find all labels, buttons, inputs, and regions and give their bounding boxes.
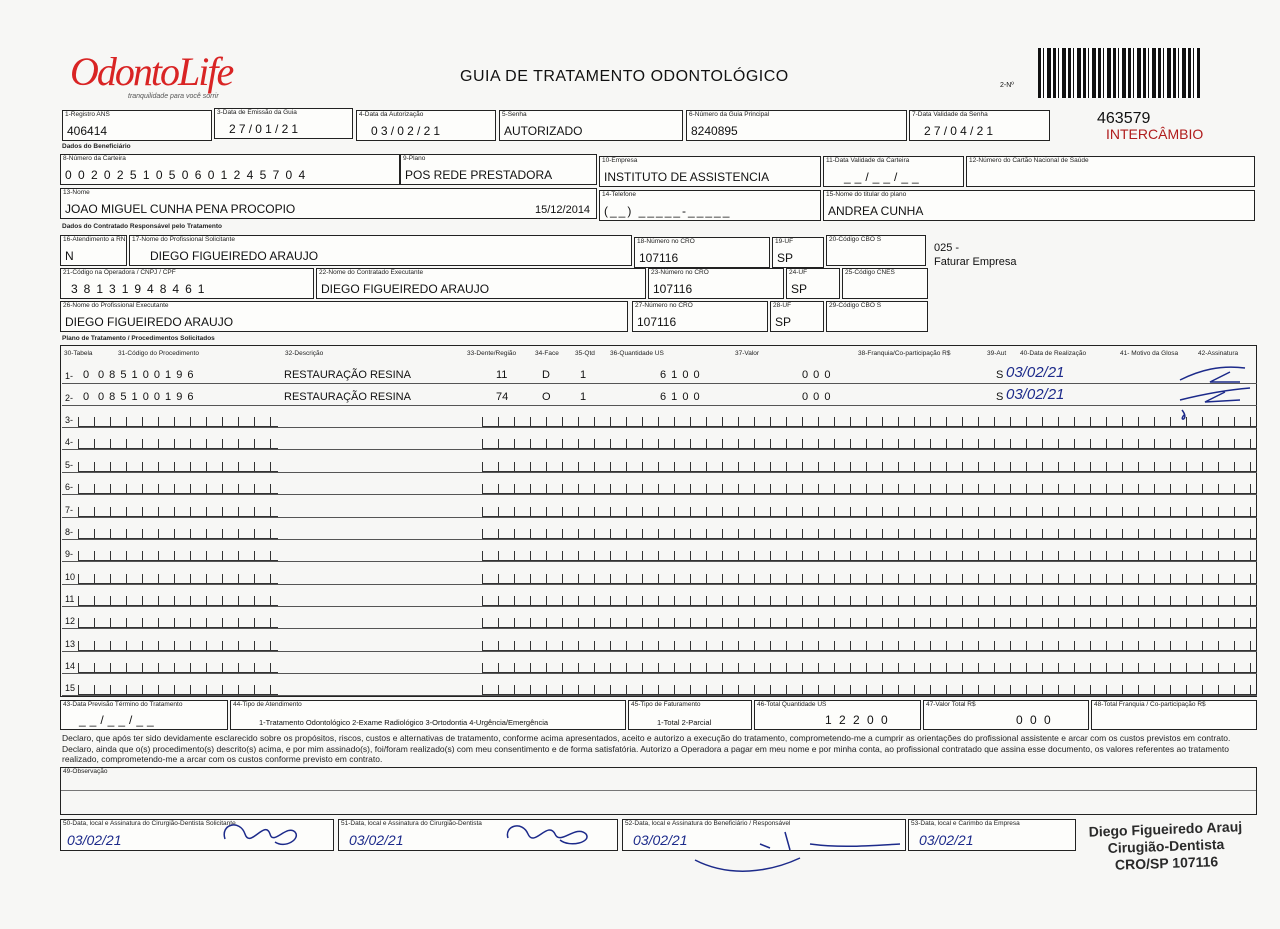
telefone-field[interactable]: 14-Telefone (__) _____-_____ (599, 190, 821, 221)
assinatura-beneficiario[interactable]: 52-Data, local e Assinatura do Beneficiário / Responsável 03/02/21 (622, 819, 906, 851)
signature-beneficiario-icon (690, 822, 910, 882)
franquia-field[interactable]: 48-Total Franquia / Co-participação R$ (1091, 700, 1257, 730)
carimbo-empresa[interactable]: 53-Data, local e Carimbo da Empresa 03/02/21 (908, 819, 1076, 851)
col-us: 36-Quantidade US (610, 350, 664, 357)
table-row[interactable]: 3- (62, 406, 1257, 428)
contratado-executante-field[interactable]: 22-Nome do Contratado Executante DIEGO FIGUEIREDO ARAUJO (316, 268, 646, 299)
col-descricao: 32-Descrição (285, 350, 324, 357)
tipo-atendimento-field[interactable]: 44-Tipo de Atendimento 1-Tratamento Odontológico 2-Exame Radiológico 3-Ortodontia 4-Urgência/Emergência (230, 700, 626, 730)
valor-total-field[interactable]: 47-Valor Total R$ 0 0 0 (923, 700, 1089, 730)
previsao-field[interactable]: 43-Data Previsão Término do Tratamento __/__/__ (60, 700, 228, 730)
table-row[interactable]: 14 (62, 652, 1257, 674)
cnes-field[interactable]: 25-Código CNES (842, 268, 928, 299)
professional-stamp: Diego Figueiredo Arauj Cirugião-Dentista CRO/SP 107116 (1088, 818, 1243, 873)
titular-field[interactable]: 15-Nome do titular do plano ANDREA CUNHA (823, 190, 1255, 221)
total-us-field[interactable]: 46-Total Quantidade US 1 2 2 0 0 (754, 700, 921, 730)
plano-field[interactable]: 9-Plano POS REDE PRESTADORA (400, 154, 597, 185)
table-row[interactable]: 15 (62, 674, 1257, 696)
table-row[interactable]: 11 (62, 585, 1257, 607)
section-contratado: Dados do Contratado Responsável pelo Tratamento (62, 223, 222, 230)
col-dente: 33-Dente/Região (467, 350, 517, 357)
registro-ans-field[interactable]: 1-Registro ANS 406414 (62, 110, 212, 141)
senha-field[interactable]: 5-Senha AUTORIZADO (499, 110, 683, 141)
table-row[interactable]: 8- (62, 518, 1257, 540)
tipo-faturamento-field[interactable]: 45-Tipo de Faturamento 1-Total 2-Parcial (628, 700, 752, 730)
cns-field[interactable]: 12-Número do Cartão Nacional de Saúde (966, 156, 1255, 187)
nascimento-value: 15/12/2014 (535, 204, 591, 216)
table-row[interactable]: 1- 0 0 8 5 1 0 0 1 9 6 RESTAURAÇÃO RESINA 11 D 1 6 1 0 0 0 0 0 S 03/02/21 (62, 362, 1257, 384)
cro3-field[interactable]: 27-Número no CRO 107116 (632, 301, 768, 332)
table-row[interactable]: 6- (62, 473, 1257, 495)
odontolife-logo: OdontoLife (70, 49, 233, 94)
assinatura-solicitante[interactable]: 50-Data, local e Assinatura do Cirurgião-Dentista Solicitante 03/02/21 (60, 819, 334, 851)
barcode-icon (1038, 48, 1200, 98)
col-glosa: 41- Motivo da Glosa (1120, 350, 1179, 357)
col-data: 40-Data de Realização (1020, 350, 1087, 357)
carteira-field[interactable]: 8-Número da Carteira 0020251050601245704 (60, 154, 400, 185)
section-beneficiario: Dados do Beneficiário (62, 143, 131, 150)
cro2-field[interactable]: 23-Número no CRO 107116 (648, 268, 784, 299)
table-row[interactable]: 5- (62, 451, 1257, 473)
declaracao-text: Declaro, que após ter sido devidamente esclarecido sobre os propósitos, riscos, custos e alternativas de tratamento, conforme acima apresentados, aceito e autorizo a execução do tratamento, comprometendo-me a cumprir as orientações do profissional assistente e arcar com os custos previstos em contrato. Declaro, ainda que o(s) procedimento(s) descrito(s) acima, e por mim assinado(s), foi/foram realizado(s) com meu consentimento e de forma satisfatória. Autorizo a Operadora a pagar em meu nome e por minha conta, ao profissional contratado que assina esse documento, os valores referentes ao tratamento realizado, comprometendo-me a arcar com os custos conforme previsto em contrato. (62, 733, 1231, 764)
uf2-field[interactable]: 24-UF SP (786, 268, 840, 299)
table-row[interactable]: 4- (62, 428, 1257, 450)
logo-tagline: tranquilidade para você sorrir (128, 93, 219, 100)
cbo3-field[interactable]: 29-Código CBO S (826, 301, 928, 332)
uf1-field[interactable]: 19-UF SP (772, 237, 824, 268)
col-face: 34-Face (535, 350, 559, 357)
col-assinatura: 42-Assinatura (1198, 350, 1239, 357)
table-row[interactable]: 9- (62, 540, 1257, 562)
table-row[interactable]: 12 (62, 607, 1257, 629)
data-autorizacao-field[interactable]: 4-Data da Autorização 03/02/21 (356, 110, 496, 141)
nome-field[interactable]: 13-Nome JOAO MIGUEL CUNHA PENA PROCOPIO 15/12/2014 (60, 188, 597, 219)
uf3-field[interactable]: 28-UF SP (770, 301, 824, 332)
cnpj-field[interactable]: 21-Código na Operadora / CNPJ / CPF 38131948461 (60, 268, 314, 299)
table-row[interactable]: 10 (62, 563, 1257, 585)
data-emissao-field[interactable]: 3-Data de Emissão da Guia 27/01/21 (214, 108, 353, 139)
cbo1-field[interactable]: 20-Código CBO S (826, 235, 926, 266)
solicitante-field[interactable]: 17-Nome do Profissional Solicitante DIEGO FIGUEIREDO ARAUJO (129, 235, 632, 266)
table-row[interactable]: 2- 0 0 8 5 1 0 0 1 9 6 RESTAURAÇÃO RESINA 74 O 1 6 1 0 0 0 0 0 S 03/02/21 (62, 384, 1257, 406)
col-aut: 39-Aut (987, 350, 1007, 357)
col-qtd: 35-Qtd (575, 350, 595, 357)
row-signature-icon (1170, 360, 1260, 430)
observacao-field[interactable]: 49-Observação (60, 767, 1257, 815)
guide-no-label: 2-Nº (1000, 82, 1014, 89)
cro1-field[interactable]: 18-Número no CRO 107116 (634, 237, 770, 268)
col-codigo: 31-Código do Procedimento (118, 350, 199, 357)
table-row[interactable]: 13 (62, 630, 1257, 652)
guide-number: 463579 (1097, 110, 1151, 127)
signature-solicitante-icon (215, 814, 305, 854)
col-franquia: 38-Franquia/Co-participação R$ (858, 350, 951, 357)
validade-senha-field[interactable]: 7-Data Validade da Senha 27/04/21 (909, 110, 1050, 141)
executante-field[interactable]: 26-Nome do Profissional Executante DIEGO FIGUEIREDO ARAUJO (60, 301, 628, 332)
assinatura-dentista[interactable]: 51-Data, local e Assinatura do Cirurgião-Dentista 03/02/21 (338, 819, 618, 851)
signature-dentista-icon (500, 814, 600, 854)
col-valor: 37-Valor (735, 350, 760, 357)
faturar-empresa-note: 025 - Faturar Empresa (934, 242, 1017, 268)
atend-rn-field[interactable]: 16-Atendimento a RN N (60, 235, 127, 266)
table-row[interactable]: 7- (62, 496, 1257, 518)
page-title: GUIA DE TRATAMENTO ODONTOLÓGICO (460, 68, 789, 85)
intercambio-label: INTERCÂMBIO (1106, 126, 1204, 142)
empresa-field[interactable]: 10-Empresa INSTITUTO DE ASSISTENCIA (599, 156, 821, 187)
col-tabela: 30-Tabela (64, 350, 93, 357)
section-plano: Plano de Tratamento / Procedimentos Solicitados (62, 335, 215, 342)
guia-principal-field[interactable]: 6-Número da Guia Principal 8240895 (686, 110, 907, 141)
validade-carteira-field[interactable]: 11-Data Validade da Carteira __/__/__ (823, 156, 964, 187)
